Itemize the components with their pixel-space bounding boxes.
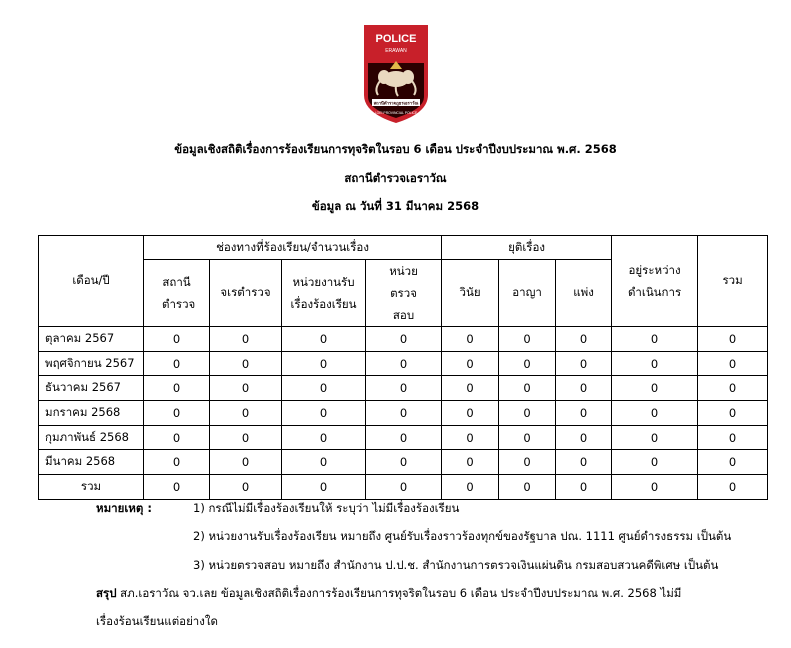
logo-arc-text: LOEI PROVINCIAL POLICE [374,111,418,115]
row-month: มกราคม 2568 [39,401,144,426]
header-resolved-criminal: อาญา [499,260,556,327]
cell-value: 0 [556,475,612,500]
row-month: ธันวาคม 2567 [39,376,144,401]
cell-value: 0 [698,327,768,352]
cell-value: 0 [282,351,366,376]
cell-value: 0 [698,450,768,475]
cell-value: 0 [499,327,556,352]
cell-value: 0 [210,376,282,401]
cell-value: 0 [144,450,210,475]
summary-line-2: เรื่องร้อนเรียนแต่อย่างใด [96,614,218,628]
cell-value: 0 [210,475,282,500]
header-channels-group: ช่องทางที่ร้องเรียน/จำนวนเรื่อง [144,236,442,260]
table-row [39,401,768,426]
cell-value: 0 [282,475,366,500]
header-in-progress: อยู่ระหว่างดำเนินการ [612,236,698,327]
row-month: ตุลาคม 2567 [39,327,144,352]
cell-value: 0 [210,351,282,376]
table-row [39,376,768,401]
row-month: มีนาคม 2568 [39,450,144,475]
table-row [39,351,768,376]
cell-value: 0 [556,327,612,352]
cell-value: 0 [282,376,366,401]
header-channel-inspector: จเรตำรวจ [210,260,282,327]
row-total-label: รวม [39,475,144,500]
cell-value: 0 [210,401,282,426]
cell-value: 0 [612,475,698,500]
cell-value: 0 [499,351,556,376]
table-row [39,327,768,352]
cell-value: 0 [612,450,698,475]
complaint-statistics-table [38,235,768,500]
cell-value: 0 [698,425,768,450]
logo-banner-text: สถานีตำรวจภูธรเอราวัณ [373,100,419,106]
cell-value: 0 [366,425,442,450]
cell-value: 0 [698,351,768,376]
cell-value: 0 [442,450,499,475]
cell-value: 0 [210,450,282,475]
header-channel-audit-unit: หน่วยตรวจสอบ [366,260,442,327]
row-month: กุมภาพันธ์ 2568 [39,425,144,450]
header-resolved-civil: แพ่ง [556,260,612,327]
cell-value: 0 [282,327,366,352]
header-channel-complaint-agency: หน่วยงานรับเรื่องร้องเรียน [282,260,366,327]
data-date: ข้อมูล ณ วันที่ 31 มีนาคม 2568 [311,199,480,213]
cell-value: 0 [144,351,210,376]
cell-value: 0 [366,450,442,475]
cell-value: 0 [144,425,210,450]
cell-value: 0 [144,376,210,401]
cell-value: 0 [366,351,442,376]
cell-value: 0 [282,450,366,475]
cell-value: 0 [442,351,499,376]
cell-value: 0 [282,401,366,426]
logo-subtitle-text: ERAWAN [385,48,407,54]
cell-value: 0 [144,401,210,426]
cell-value: 0 [442,401,499,426]
row-month: พฤศจิกายน 2567 [39,351,144,376]
header-resolved-discipline: วินัย [442,260,499,327]
cell-value: 0 [499,425,556,450]
cell-value: 0 [366,475,442,500]
police-erawan-logo [360,23,432,125]
cell-value: 0 [499,401,556,426]
header-channel-police-station: สถานีตำรวจ [144,260,210,327]
header-resolved-group: ยุติเรื่อง [442,236,612,260]
cell-value: 0 [442,376,499,401]
document-title: ข้อมูลเชิงสถิติเรื่องการร้องเรียนการทุจริตในรอบ 6 เดือน ประจำปีงบประมาณ พ.ศ. 2568 [174,142,617,156]
table-row [39,450,768,475]
cell-value: 0 [442,327,499,352]
cell-value: 0 [698,401,768,426]
cell-value: 0 [144,327,210,352]
cell-value: 0 [612,327,698,352]
table-row [39,425,768,450]
header-month: เดือน/ปี [39,236,144,327]
header-total: รวม [698,236,768,327]
cell-value: 0 [612,376,698,401]
cell-value: 0 [612,401,698,426]
cell-value: 0 [556,351,612,376]
cell-value: 0 [556,450,612,475]
cell-value: 0 [612,425,698,450]
cell-value: 0 [210,425,282,450]
cell-value: 0 [366,327,442,352]
summary-line-1 [96,585,681,603]
cell-value: 0 [442,425,499,450]
cell-value: 0 [698,475,768,500]
cell-value: 0 [556,401,612,426]
cell-value: 0 [499,376,556,401]
notes-label: หมายเหตุ : [96,501,152,515]
cell-value: 0 [210,327,282,352]
cell-value: 0 [556,376,612,401]
note-item-1: 1) กรณีไม่มีเรื่องร้องเรียนให้ ระบุว่า ไม่มีเรื่องร้องเรียน [193,501,460,515]
cell-value: 0 [442,475,499,500]
cell-value: 0 [144,475,210,500]
cell-value: 0 [499,475,556,500]
cell-value: 0 [556,425,612,450]
cell-value: 0 [366,376,442,401]
cell-value: 0 [499,450,556,475]
note-item-3: 3) หน่วยตรวจสอบ หมายถึง สำนักงาน ป.ป.ช. สำนักงานการตรวจเงินแผ่นดิน กรมสอบสวนคดีพิเศษ เป็นต้น [193,558,719,572]
summary-text: สภ.เอราวัณ จว.เลย ข้อมูลเชิงสถิติเรื่องการร้องเรียนการทุจริตในรอบ 6 เดือน ประจำปีงบประมาณ พ.ศ. 2568 ไม่มี [116,586,682,600]
cell-value: 0 [282,425,366,450]
note-item-2: 2) หน่วยงานรับเรื่องร้องเรียน หมายถึง ศูนย์รับเรื่องราวร้องทุกข์ของรัฐบาล ปณ. 1111 ศูนย์ดำรงธรรม เป็นต้น [193,529,732,543]
station-name: สถานีตำรวจเอราวัณ [344,171,447,185]
cell-value: 0 [612,351,698,376]
summary-label: สรุป [96,586,117,600]
logo-title-text: POLICE [375,33,417,45]
cell-value: 0 [366,401,442,426]
cell-value: 0 [698,376,768,401]
table-total-row [39,475,768,500]
